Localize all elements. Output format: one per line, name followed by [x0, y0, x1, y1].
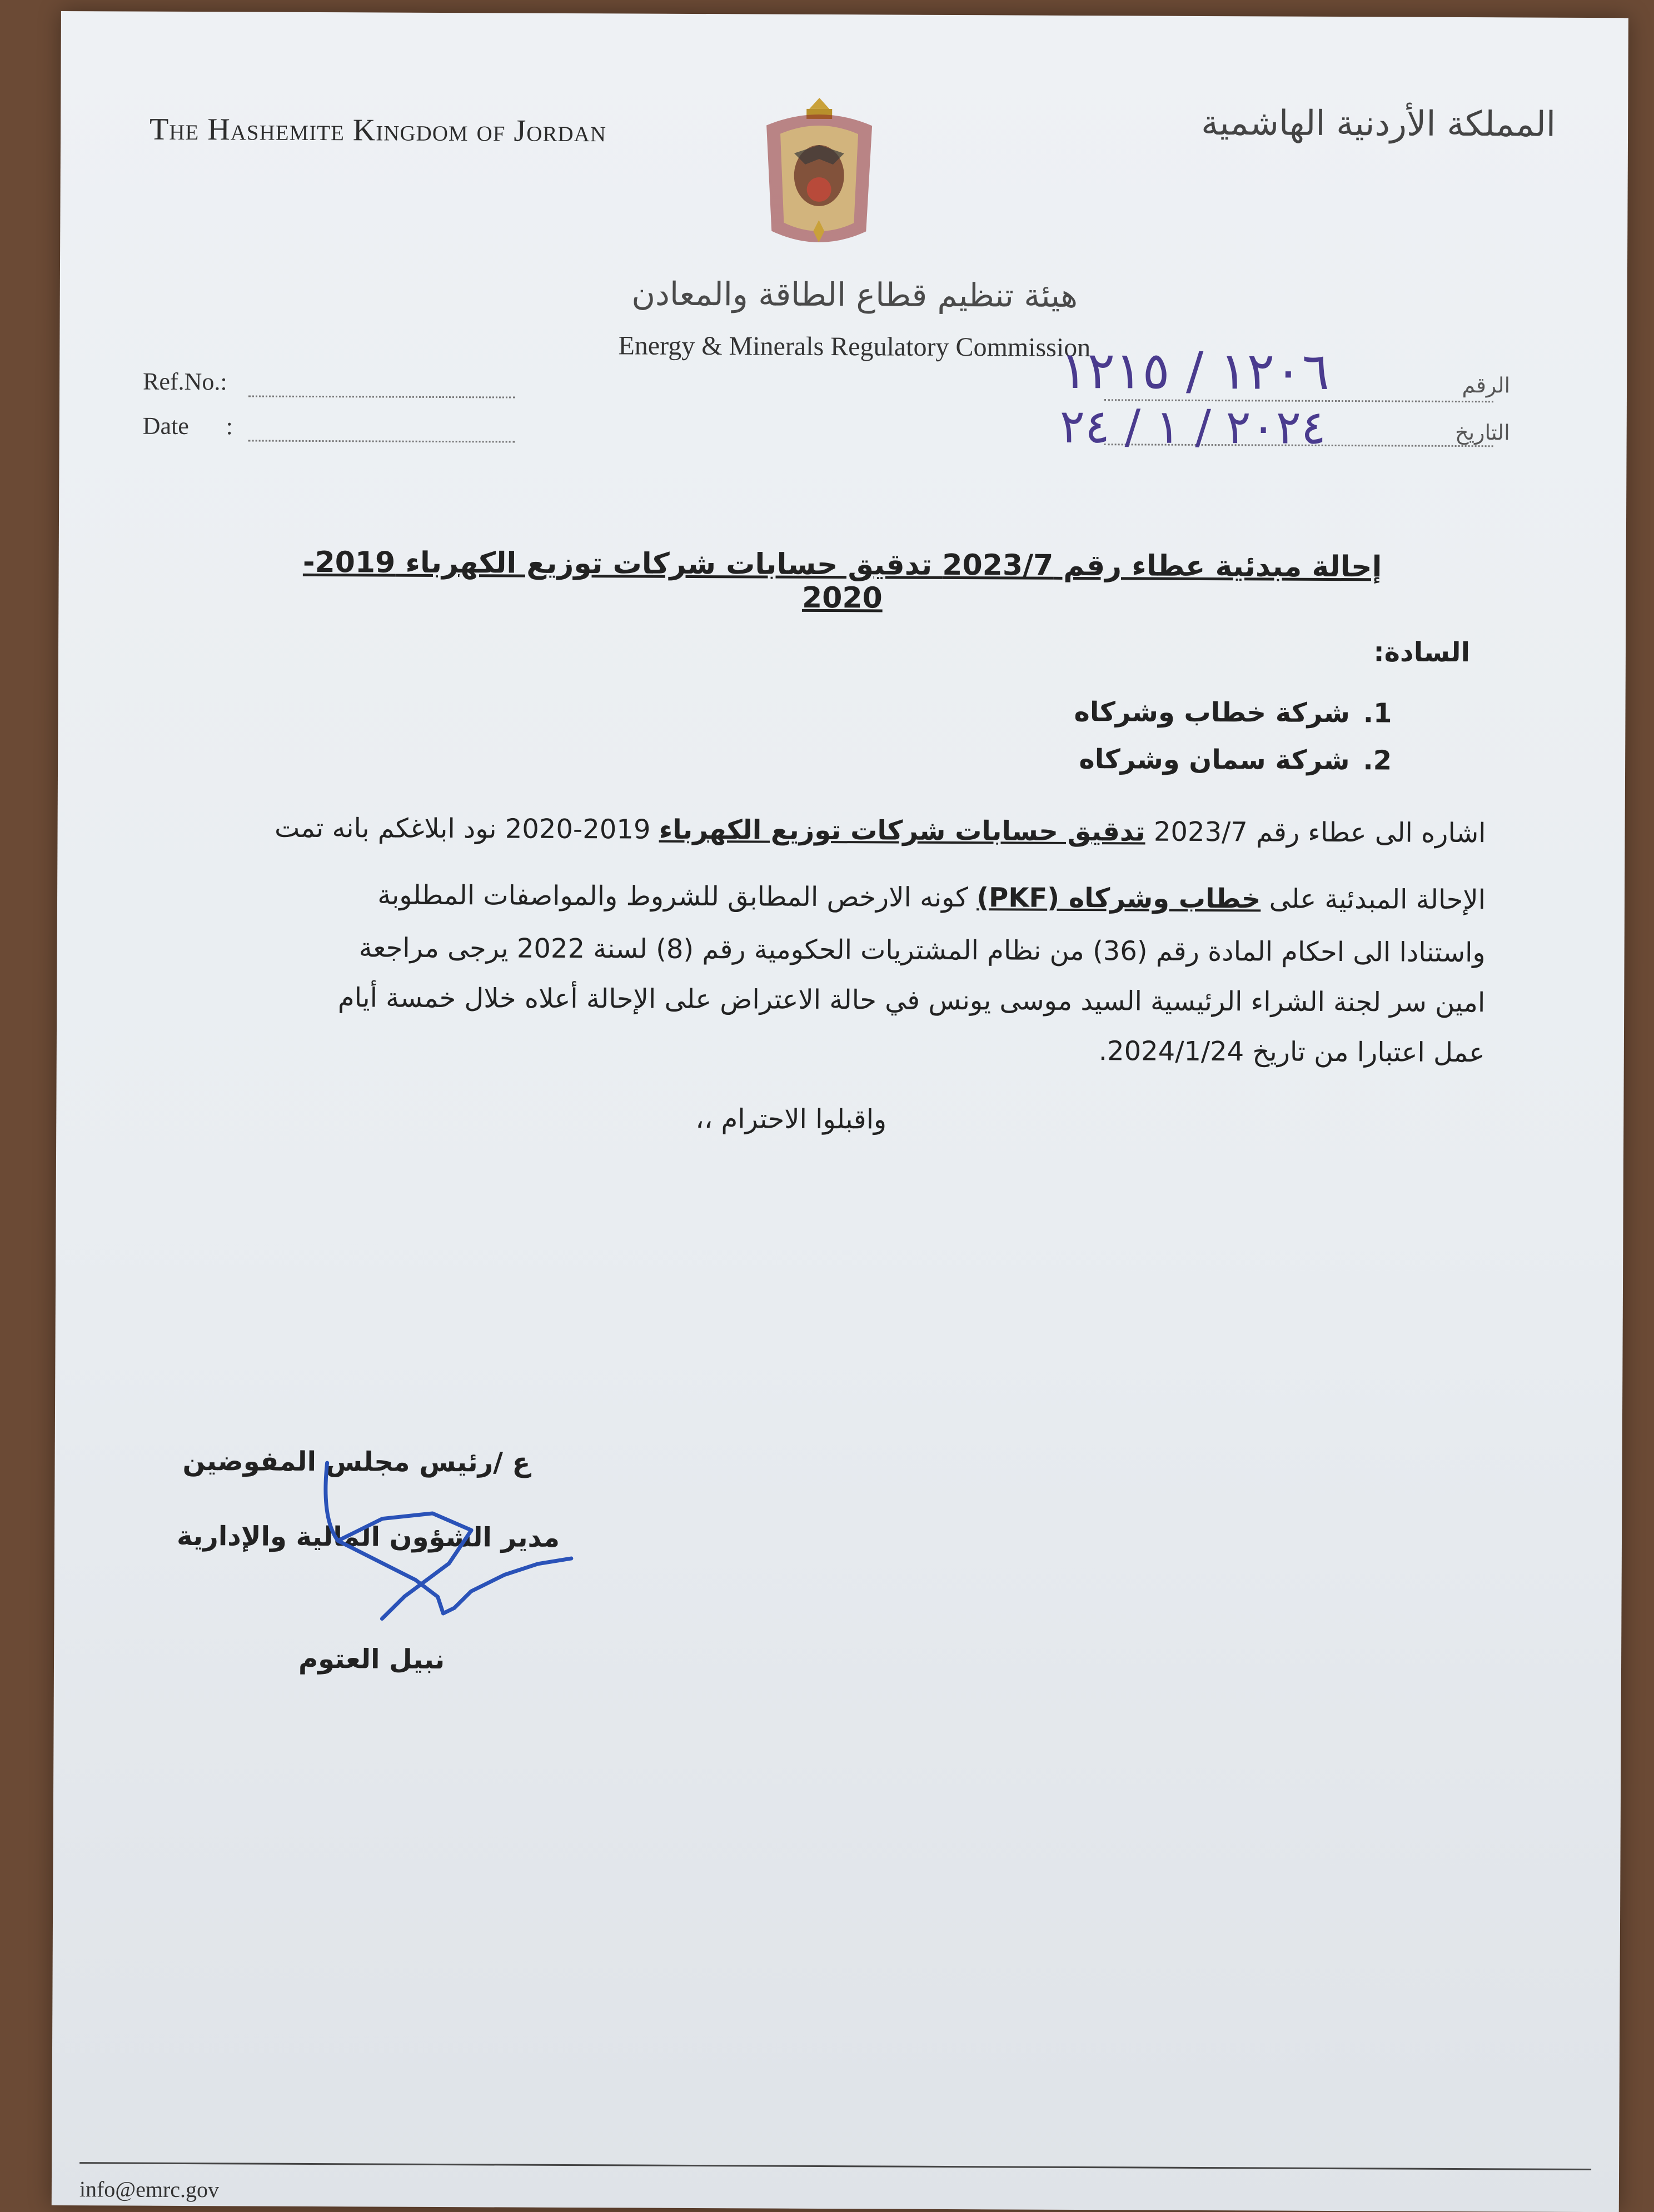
- recipient-number: 2.: [1363, 745, 1392, 776]
- body-line-5: عمل اعتبارا من تاريخ 2024/1/24.: [1098, 1035, 1485, 1069]
- body-line-4: امين سر لجنة الشراء الرئيسية السيد موسى يونس في حالة الاعتراض على الإحالة أعلاه خلال خمسة أيام: [337, 982, 1486, 1019]
- coat-of-arms-emblem: [755, 92, 883, 259]
- body-text: الإحالة المبدئية على: [1261, 883, 1486, 916]
- footer-email: info@emrc.gov: [79, 2176, 220, 2203]
- handwritten-signature: [304, 1452, 594, 1631]
- date-colon: :: [226, 412, 233, 440]
- recipient-item-1: [1074, 696, 1392, 729]
- signatory-name: نبيل العتوم: [298, 1643, 445, 1676]
- body-line-2: [377, 879, 1486, 915]
- body-text: كونه الارخص المطابق للشروط والمواصفات المطلوبة: [377, 879, 977, 914]
- signatory-title-1: ع /رئيس مجلس المفوضين: [182, 1445, 531, 1478]
- ref-no-label: Ref.No.:: [142, 367, 227, 396]
- ref-no-label-ar: الرقم: [1462, 373, 1511, 398]
- awarded-company: خطاب وشركاه (PKF): [977, 882, 1261, 915]
- handwritten-date: ٢٠٢٤ / ١ / ٢٤: [1059, 398, 1327, 455]
- recipient-number: 1.: [1363, 698, 1392, 729]
- body-line-3: واستنادا الى احكام المادة رقم (36) من نظام المشتريات الحكومية رقم (8) لسنة 2022 يرجى مراجعة: [358, 932, 1486, 969]
- salutation: السادة:: [1373, 636, 1471, 669]
- signatory-title-2: مدير الشؤون المالية والإدارية: [176, 1520, 560, 1553]
- recipient-name: شركة خطاب وشركاه: [1074, 696, 1350, 729]
- commission-name-en: Energy & Minerals Regulatory Commission: [618, 331, 1091, 363]
- body-text: 2019-2020 نود ابلاغكم بانه تمت: [274, 812, 659, 845]
- kingdom-name-ar: المملكة الأردنية الهاشمية: [1201, 102, 1556, 145]
- date-label-ar: التاريخ: [1454, 420, 1510, 445]
- commission-name-ar: هيئة تنظيم قطاع الطاقة والمعادن: [631, 275, 1078, 315]
- date-line: [248, 440, 515, 442]
- handwritten-ref-no: ١٢٠٦ / ١٢١٥: [1059, 340, 1330, 401]
- body-text: اشاره الى عطاء رقم 2023/7: [1145, 816, 1486, 849]
- footer-divider: [79, 2162, 1591, 2170]
- date-label: Date: [142, 412, 189, 440]
- tender-title: تدقيق حسابات شركات توزيع الكهرباء: [659, 814, 1145, 848]
- recipient-name: شركة سمان وشركاه: [1079, 744, 1350, 776]
- closing-phrase: واقبلوا الاحترام ،،: [695, 1103, 887, 1135]
- kingdom-name-en: The Hashemite Kingdom of Jordan: [149, 112, 607, 149]
- body-line-1: [275, 813, 1486, 849]
- letter-page: [52, 11, 1628, 2212]
- ref-no-line: [248, 395, 515, 398]
- letter-subject: إحالة مبدئية عطاء رقم 2023/7 تدقيق حسابات شركات توزيع الكهرباء 2019-2020: [302, 545, 1382, 615]
- recipient-item-2: [1079, 744, 1392, 776]
